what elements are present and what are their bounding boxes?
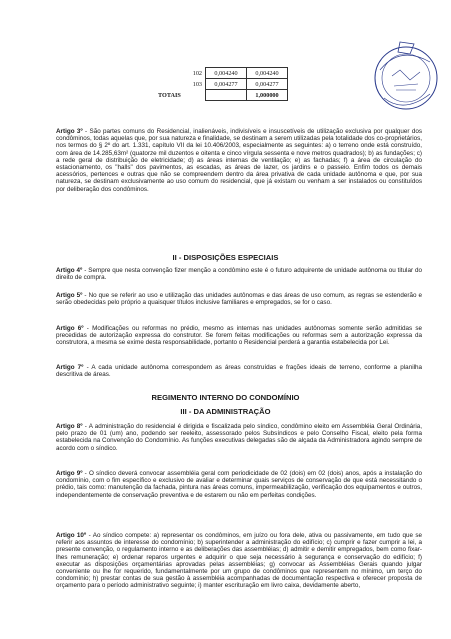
article-8 <box>56 423 422 452</box>
article-heading: Artigo 4º <box>56 267 83 274</box>
table-total-row <box>150 90 288 101</box>
article-7 <box>56 364 422 378</box>
document-title: REGIMENTO INTERNO DO CONDOMÍNIO <box>151 393 300 402</box>
article-text: - Ao síndico compete: a) representar os condôminos, em juízo ou fora dele, ativa ou passivamente, em tudo que se referir aos assuntos de interesse do condomínio; b) superintender a administração do edifício; c) cumprir e fazer cumprir a lei, a presente convenção, o regulamento interno e as deliberações das assembléias; d) admitir e demitir empregados, bem como fixar-lhes remuneração; e) ordenar reparos urgentes e adquirir o que seja necessário à segurança e conservação do edifício; f) executar as disposições orçamentárias aprovadas pelas assembléias; g) convocar as Assembléias Gerais quando julgar conveniente ou lhe for requerido, fundamentalmente por um grupo de condôminos que representem no mínimo, um terço do condomínio; h) prestar contas de sua gestão à assembléia acompanhadas de documentação respectiva e oferecer proposta de orçamento para o período administrativo seguinte; i) manter escrituração em livro caixa, devidamente aberto, <box>56 532 422 590</box>
article-10 <box>56 532 422 590</box>
section-heading: III - DA ADMINISTRAÇÃO <box>180 407 271 416</box>
article-text: - O síndico deverá convocar assembléia geral com periodicidade de 02 (dois) em 02 (dois) anos, após a instalação do condomínio, com o fim específico e exclusivo de avaliar e determinar quais serviços de conservação de que está necessitando o prédio, tais como: manutenção da fachada, pintura nas áreas comuns, impermeabilização, verificação dos equipamentos e outros, independentemente de conservação preventiva e de estarem ou não em perfeitas condições. <box>56 470 422 499</box>
article-9 <box>56 470 422 499</box>
total-value <box>206 90 247 101</box>
total-label: TOTAIS <box>150 90 206 101</box>
section-heading: II - DISPOSIÇÕES ESPECIAIS <box>172 253 279 262</box>
total-value: 1,000000 <box>247 90 288 101</box>
unit-number: 102 <box>150 68 206 79</box>
fraction-value: 0,004277 <box>247 79 288 90</box>
article-heading: Artigo 6º <box>56 325 84 332</box>
article-heading: Artigo 3º <box>56 128 83 135</box>
table-row <box>150 68 288 79</box>
fraction-table <box>150 67 288 101</box>
article-6 <box>56 325 422 347</box>
article-heading: Artigo 8º <box>56 423 83 430</box>
fraction-value: 0,004240 <box>247 68 288 79</box>
article-text: - Modificações ou reformas no prédio, mesmo as internas nas unidades autônomas somente serão admitidas se precedidas de autorização expressa do construtor. Se forem feitas modificações ou reformas sem a autorização expressa da construtora, a mesma se exime desta responsabilidade, portanto o Residencial perderá a garantia estabelecida por Lei. <box>56 325 422 347</box>
article-5 <box>56 292 422 306</box>
article-3 <box>56 128 422 193</box>
article-text: - A cada unidade autônoma correspondem as áreas construídas e frações ideais de terreno, conforme a planilha descritiva de áreas. <box>56 364 422 379</box>
fraction-value: 0,004277 <box>206 79 247 90</box>
article-4 <box>56 267 422 281</box>
notary-stamp-icon <box>370 40 442 118</box>
unit-number: 103 <box>150 79 206 90</box>
article-text: - No que se referir ao uso e utilização das unidades autônomas e das áreas de uso comum, as regras se estenderão e serão obedecidas pelo próprio a quaisquer títulos inclusive familiares e empregados, se for o caso. <box>56 292 422 307</box>
article-heading: Artigo 10º <box>56 532 87 539</box>
article-text: - Sempre que nesta convenção fizer menção a condômino este é o futuro adquirente de unidade autônoma ou titular do direito de compra. <box>56 267 423 282</box>
fraction-value: 0,004240 <box>206 68 247 79</box>
article-text: - A administração do residencial é dirigida e fiscalizada pelo síndico, condômino eleito em Assembléia Geral Ordinária, pelo prazo de 01 (um) ano, podendo ser reeleito, assessorado pelos Subsíndicos e pelo Conselho Fiscal, eleito pela forma estabelecida na Convenção do Condomínio. As funções executivas delegadas são de alçada da Administradora agindo sempre de acordo com o síndico. <box>56 423 423 452</box>
article-text: - São partes comuns do Residencial, inalienáveis, indivisíveis e insuscetíveis de utilização exclusiva por qualquer dos condôminos, todas aquelas que, por sua natureza e finalidade, se destinam a serem utilizadas pela totalidade dos co-proprietários, nos termos do § 2º do art. 1.331, capítulo VII da lei 10.406/2003, especialmente as seguintes: a) o terreno onde está construído, com área de 14.285,63m² (quatorze mil duzentos e oitenta e cinco vírgula sessenta e nove metros quadrados); b) as fundações; c) a rede geral de distribuição de eletricidade; d) as áreas internas de ventilação; e) as fachadas; f) a área de circulação do estacionamento, os "halls" dos pavimentos, as escadas, as áreas de lazer, os jardins e o passeio. Enfim todos os demais acessórios, pertences e outras que não se compreendem dentro da área privativa de cada unidade autônoma e que, por sua natureza, se destinam exclusivamente ao uso comum do residencial, que já existam ou venham a ser instalados ou constituídos por deliberação dos condôminos. <box>56 128 423 193</box>
article-heading: Artigo 9º <box>56 470 83 477</box>
article-heading: Artigo 7º <box>56 364 84 371</box>
table-row <box>150 79 288 90</box>
article-heading: Artigo 5º <box>56 292 83 299</box>
